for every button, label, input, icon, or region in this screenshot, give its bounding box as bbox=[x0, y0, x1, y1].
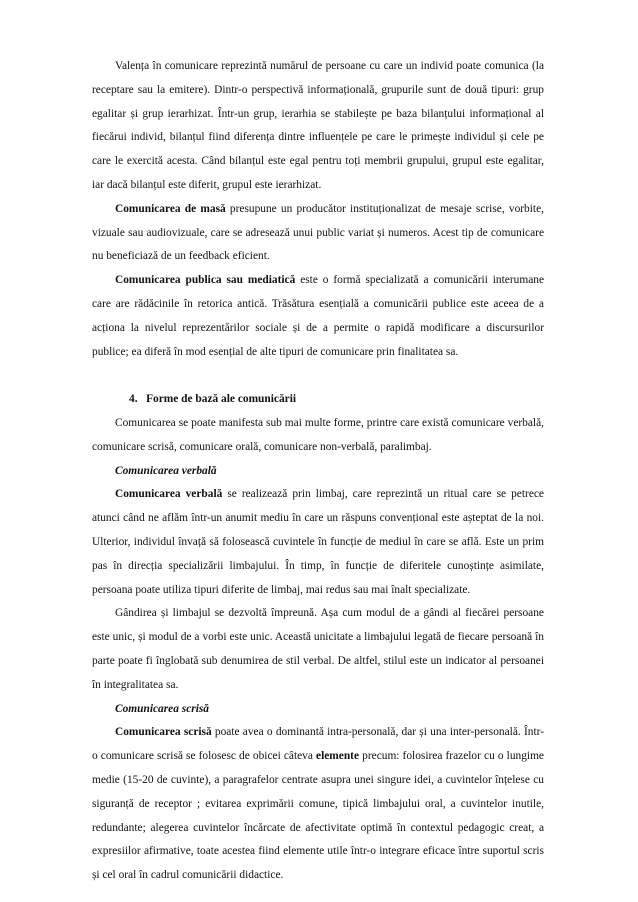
paragraph-text: poate avea o dominantă intra-personală, dar și una inter-personală. Într-o comunicare scrisă se folosesc de obicei câteva bbox=[92, 726, 544, 763]
paragraph-text: precum: folosirea frazelor cu o lungime medie (15-20 de cuvinte), a paragrafelor centrate asupra unei singure idei, a cuvintelor înțelese cu siguranță de receptor ; evitarea exprimării comune, tipică limbajului oral, a cuvintelor inutile, redundante; alegerea cuvintelor încărcate de afectivitate optimă în contextul pedagogic creat, a expresiilor afirmative, toate acestea fiind elemente utile într-o integrare eficace între suportul scris și cel oral în cadrul comunicării didactice. bbox=[92, 750, 544, 882]
subheading-text: Comunicarea scrisă bbox=[115, 702, 209, 715]
paragraph-thinking-language: Gândirea și limbajul se dezvoltă împreună. Așa cum modul de a gândi al fiecărei persoane este unic, și modul de a vorbi este unic. Această unicitate a limbajului legată de fiecare persoană în parte poate fi înglobată sub denumirea de stil verbal. De altfel, stilul este un indicator al persoanei în integralitatea sa. bbox=[92, 607, 544, 691]
paragraph-text: este o formă specializată a comunicării interumane care are rădăcinile în retorica antică. Trăsătura esențială a comunicării publice este aceea de a acționa la nivelul reprezentărilor sociale și de a permite o rapidă modificare a discursurilor publice; ea diferă în mod esențial de alte tipuri de comunicare prin finalitatea sa. bbox=[92, 274, 544, 358]
paragraph-verbal bbox=[92, 483, 544, 602]
term-written: Comunicarea scrisă bbox=[115, 726, 212, 739]
subheading-verbal bbox=[92, 460, 544, 484]
paragraph-public-communication bbox=[92, 269, 544, 364]
paragraph-written bbox=[92, 721, 544, 888]
bold-word-elements: elemente bbox=[316, 750, 360, 763]
document-page bbox=[92, 55, 544, 888]
term-mass-communication: Comunicarea de masă bbox=[115, 202, 226, 215]
paragraph-mass-communication bbox=[92, 198, 544, 269]
subheading-written bbox=[92, 698, 544, 722]
section-heading: 4. Forme de bază ale comunicării bbox=[129, 393, 297, 406]
paragraph-text: presupune un producător instituționalizat de mesaje scrise, vorbite, vizuale sau audiovizuale, care se adresează unui public variat și numeros. Acest tip de comunicare nu beneficiază de un feedback eficient. bbox=[92, 202, 544, 263]
term-public-communication: Comunicarea publica sau mediatică bbox=[115, 274, 296, 287]
term-verbal: Comunicarea verbală bbox=[115, 488, 223, 501]
paragraph-valence: Valența în comunicare reprezintă numărul de persoane cu care un individ poate comunica (la receptare sau la emitere). Dintr-o perspectivă informațională, grupurile sunt de două tipuri: grup egalitar și grup ierarhizat. Într-un grup, ierarhia se stabilește pe baza bilanțului informațional al fiecărui individ, bilanțul fiind diferența dintre influențele pe care le primește individul și cele pe care le exercită acesta. Când bilanțul este egal pentru toți membrii grupului, grupul este egalitar, iar dacă bilanțul este diferit, grupul este ierarhizat. bbox=[92, 60, 544, 191]
subheading-text: Comunicarea verbală bbox=[115, 464, 217, 477]
paragraph-forms: Comunicarea se poate manifesta sub mai multe forme, printre care există comunicare verbală, comunicare scrisă, comunicare orală, comunicare non-verbală, paralimbaj. bbox=[92, 416, 544, 453]
paragraph-text: se realizează prin limbaj, care reprezintă un ritual care se petrece atunci când ne aflăm într-un anumit mediu în care un răspuns convențional este așteptat de la noi. Ulterior, individul învață să folosească cuvintele în funcție de mediul în care se află. Este un prim pas în direcția specializării limbajului. În timp, în funcție de diferitele cunoștințe asimilate, persoana poate utiliza tipuri diferite de limbaj, mai redus sau mai înalt specializate. bbox=[92, 488, 544, 596]
